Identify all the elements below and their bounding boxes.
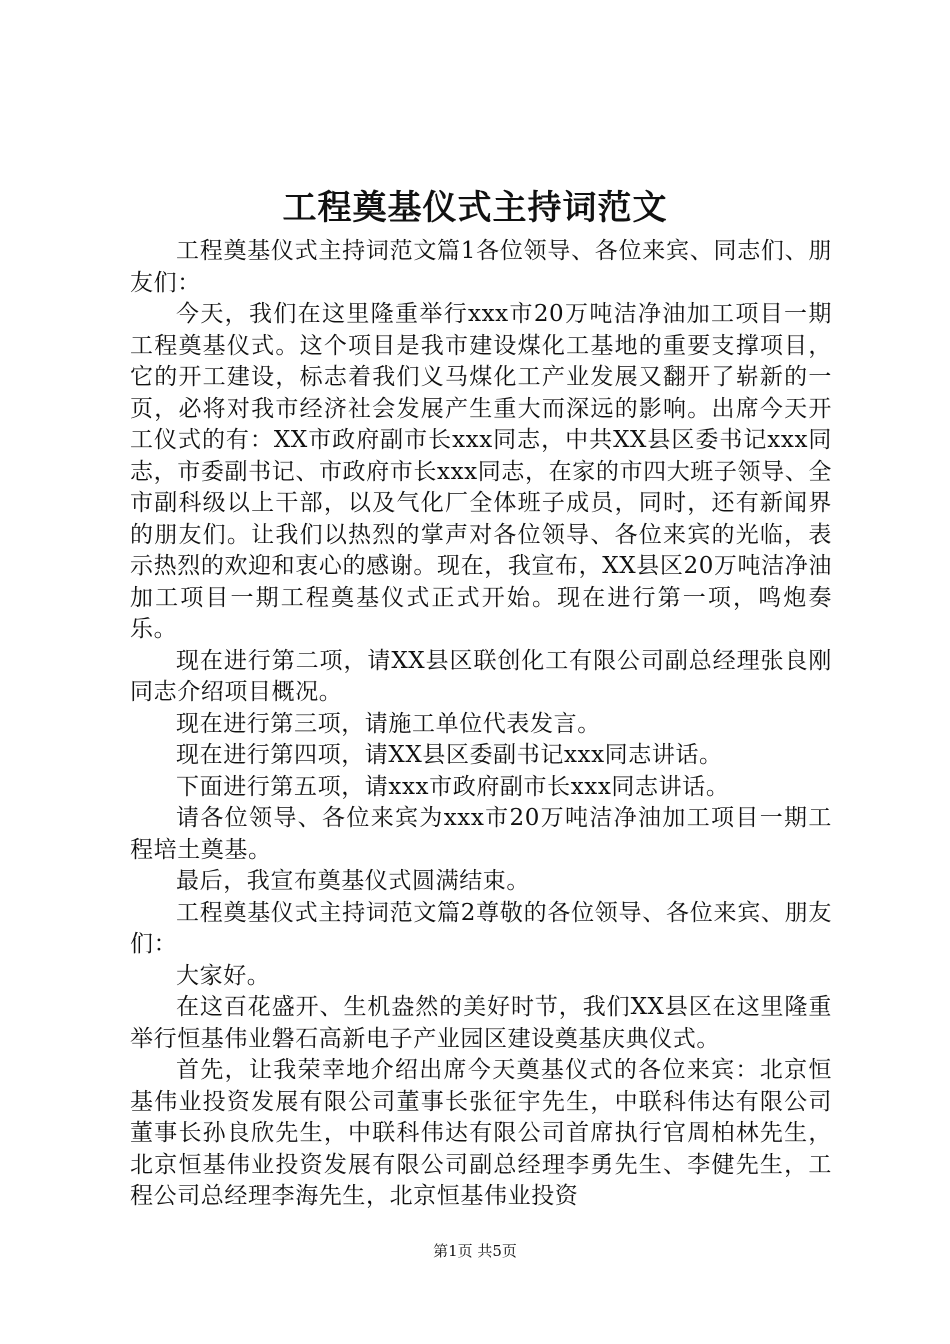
paragraph: 现在进行第二项，请XX县区联创化工有限公司副总经理张良刚同志介绍项目概况。 — [130, 647, 832, 705]
paragraph: 现在进行第三项，请施工单位代表发言。 — [176, 710, 601, 737]
paragraph: 最后，我宣布奠基仪式圆满结束。 — [176, 868, 530, 894]
paragraph: 在这百花盛开、生机盎然的美好时节，我们XX县区在这里隆重举行恒基伟业磐石高新电子产业园区建设奠基庆典仪式。 — [130, 994, 832, 1052]
paragraph: 工程奠基仪式主持词范文篇2尊敬的各位领导、各位来宾、朋友们： — [130, 899, 832, 957]
document-title: 工程奠基仪式主持词范文 — [282, 188, 668, 228]
document-body — [130, 236, 832, 1213]
paragraph: 首先，让我荣幸地介绍出席今天奠基仪式的各位来宾：北京恒基伟业投资发展有限公司董事长张征宇先生，中联科伟达有限公司董事长孙良欣先生，中联科伟达有限公司首席执行官周柏林先生，北京恒基伟业投资发展有限公司副总经理李勇先生、李健先生，工程公司总经理李海先生，北京恒基伟业投资 — [130, 1057, 832, 1209]
paragraph: 今天，我们在这里隆重举行xxx市20万吨洁净油加工项目一期工程奠基仪式。这个项目是我市建设煤化工基地的重要支撑项目，它的开工建设，标志着我们义马煤化工产业发展又翻开了崭新的一页，必将对我市经济社会发展产生重大而深远的影响。出席今天开工仪式的有：XX市政府副市长xxx同志，中共XX县区委书记xxx同志，市委副书记、市政府市长xxx同志，在家的市四大班子领导、全市副科级以上干部，以及气化厂全体班子成员，同时，还有新闻界的朋友们。让我们以热烈的掌声对各位领导、各位来宾的光临，表示热烈的欢迎和衷心的感谢。现在，我宣布，XX县区20万吨洁净油加工项目一期工程奠基仪式正式开始。现在进行第一项，鸣炮奏乐。 — [130, 301, 832, 642]
paragraph: 工程奠基仪式主持词范文篇1各位领导、各位来宾、同志们、朋友们： — [130, 238, 832, 296]
paragraph: 现在进行第四项，请XX县区委副书记xxx同志讲话。 — [176, 742, 723, 768]
paragraph: 大家好。 — [176, 962, 271, 989]
page-footer: 第1页 共5页 — [433, 1242, 517, 1260]
paragraph: 请各位领导、各位来宾为xxx市20万吨洁净油加工项目一期工程培土奠基。 — [130, 805, 832, 863]
paragraph: 下面进行第五项，请xxx市政府副市长xxx同志讲话。 — [176, 773, 730, 800]
